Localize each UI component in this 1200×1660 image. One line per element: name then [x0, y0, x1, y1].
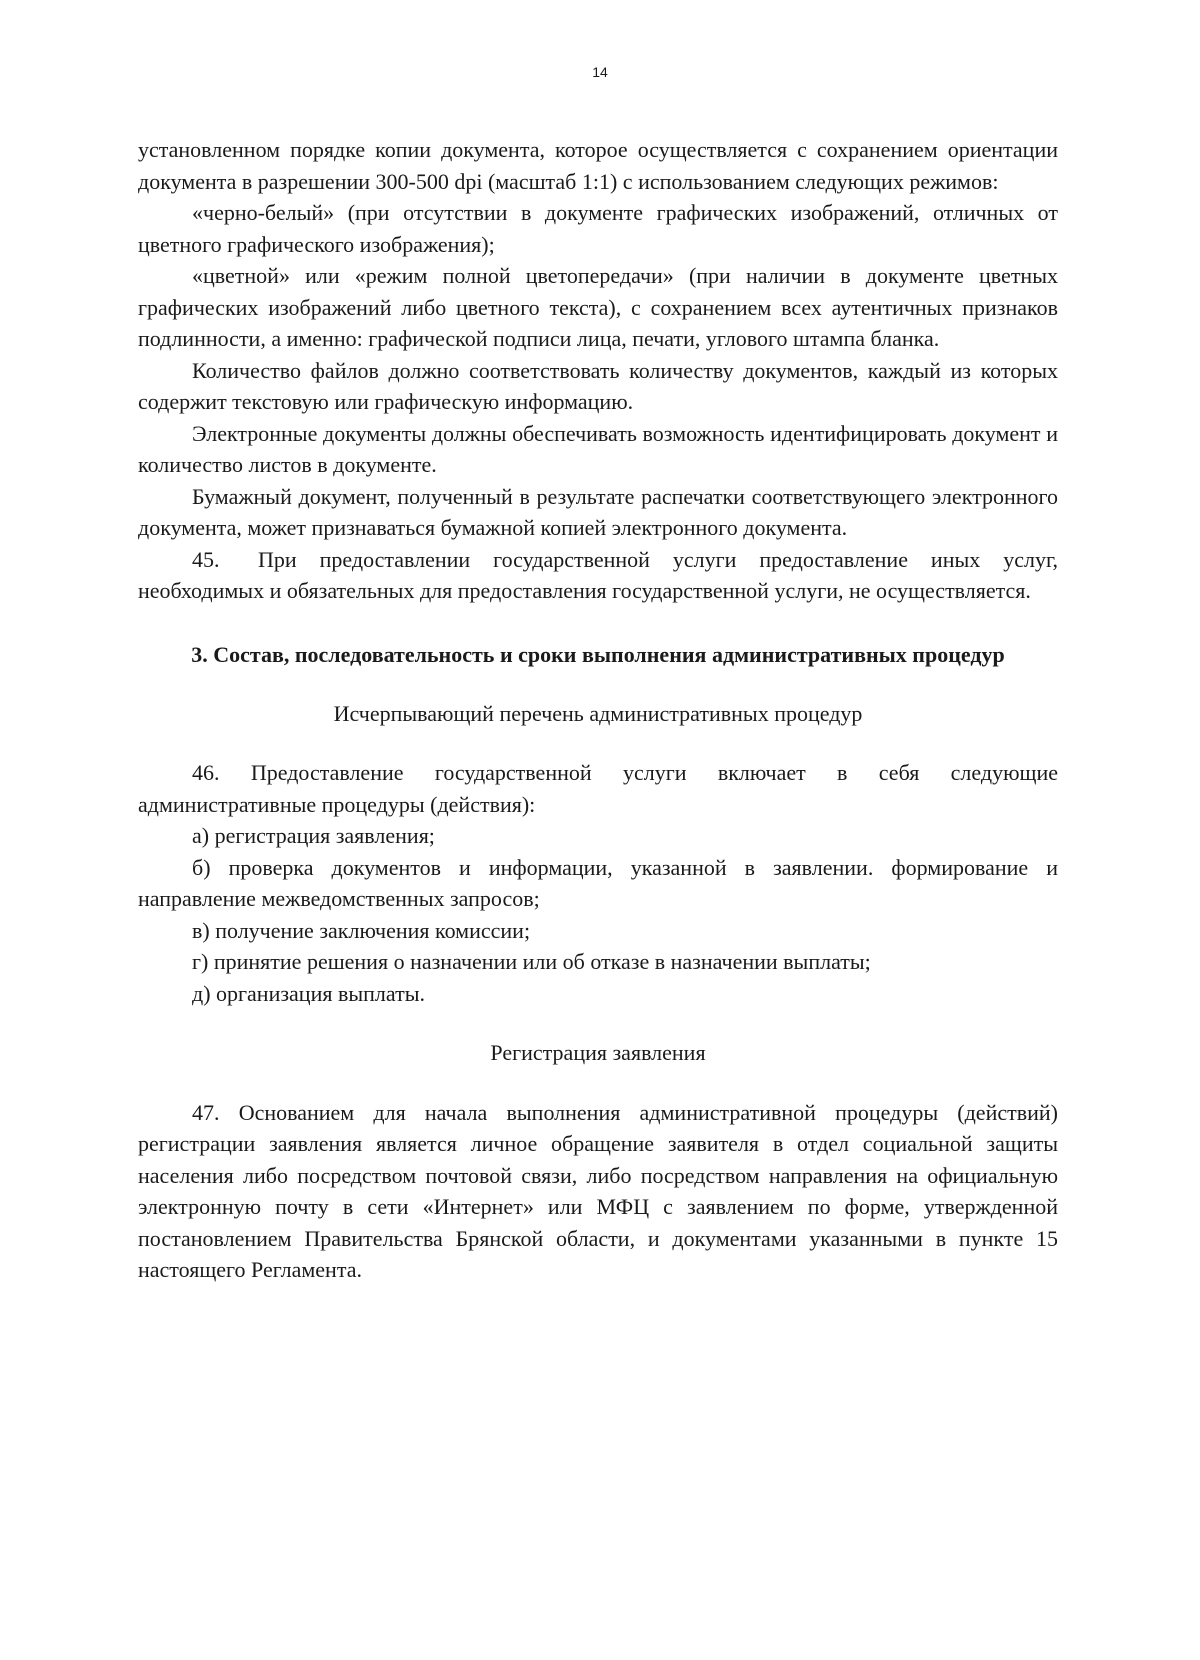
list-item-v: в) получение заключения комиссии; [192, 917, 531, 943]
subsection-title-procedures: Исчерпывающий перечень административных процедур [333, 700, 863, 726]
section-title: 3. Состав, последовательность и сроки выполнения административных процедур [191, 641, 1005, 667]
paragraph-continuation: установленном порядке копии документа, которое осуществляется с сохранением ориентации документа в разрешении 300-500 dpi (масштаб 1:1) с использованием следующих режимов: [138, 137, 1058, 194]
paragraph-file-count: Количество файлов должно соответствовать количеству документов, каждый из которых содержит текстовую или графическую информацию. [138, 357, 1058, 414]
paragraph-paper-copy: Бумажный документ, полученный в результате распечатки соответствующего электронного документа, может признаваться бумажной копией электронного документа. [138, 483, 1058, 540]
item-45 [138, 544, 1058, 607]
item-45-number: 45. [192, 546, 220, 572]
item-47: 47. Основанием для начала выполнения административной процедуры (действий) регистрации заявления является личное обращение заявителя в отдел социальной защиты населения либо посредством почтовой связи, либо посредством направления на официальную электронную почту в сети «Интернет» или МФЦ с заявлением по форме, утвержденной постановлением Правительства Брянской области, и документами указанными в пункте 15 настоящего Регламента. [138, 1099, 1058, 1282]
paragraph-mode-bw: «черно-белый» (при отсутствии в документе графических изображений, отличных от цветного графического изображения); [138, 200, 1058, 257]
document-body [138, 134, 1058, 1286]
page-number: 14 [592, 64, 608, 80]
paragraph-mode-color: «цветной» или «режим полной цветопередачи» (при наличии в документе цветных графических изображений либо цветного текста), с сохранением всех аутентичных признаков подлинности, а именно: графической подписи лица, печати, углового штампа бланка. [138, 263, 1058, 351]
item-46-intro: 46. Предоставление государственной услуги включает в себя следующие административные процедуры (действия): [138, 760, 1058, 817]
list-item-b: б) проверка документов и информации, указанной в заявлении. формирование и направление межведомственных запросов; [138, 854, 1058, 911]
list-item-d: д) организация выплаты. [192, 980, 425, 1006]
list-item-g: г) принятие решения о назначении или об отказе в назначении выплаты; [192, 949, 871, 974]
subsection-title-registration: Регистрация заявления [490, 1040, 706, 1065]
item-45-text: При предоставлении государственной услуги предоставление иных услуг, необходимых и обязательных для предоставления государственной услуги, не осуществляется. [138, 546, 1058, 603]
list-item-a: а) регистрация заявления; [192, 823, 435, 848]
paragraph-electronic-docs: Электронные документы должны обеспечивать возможность идентифицировать документ и количество листов в документе. [138, 420, 1058, 477]
